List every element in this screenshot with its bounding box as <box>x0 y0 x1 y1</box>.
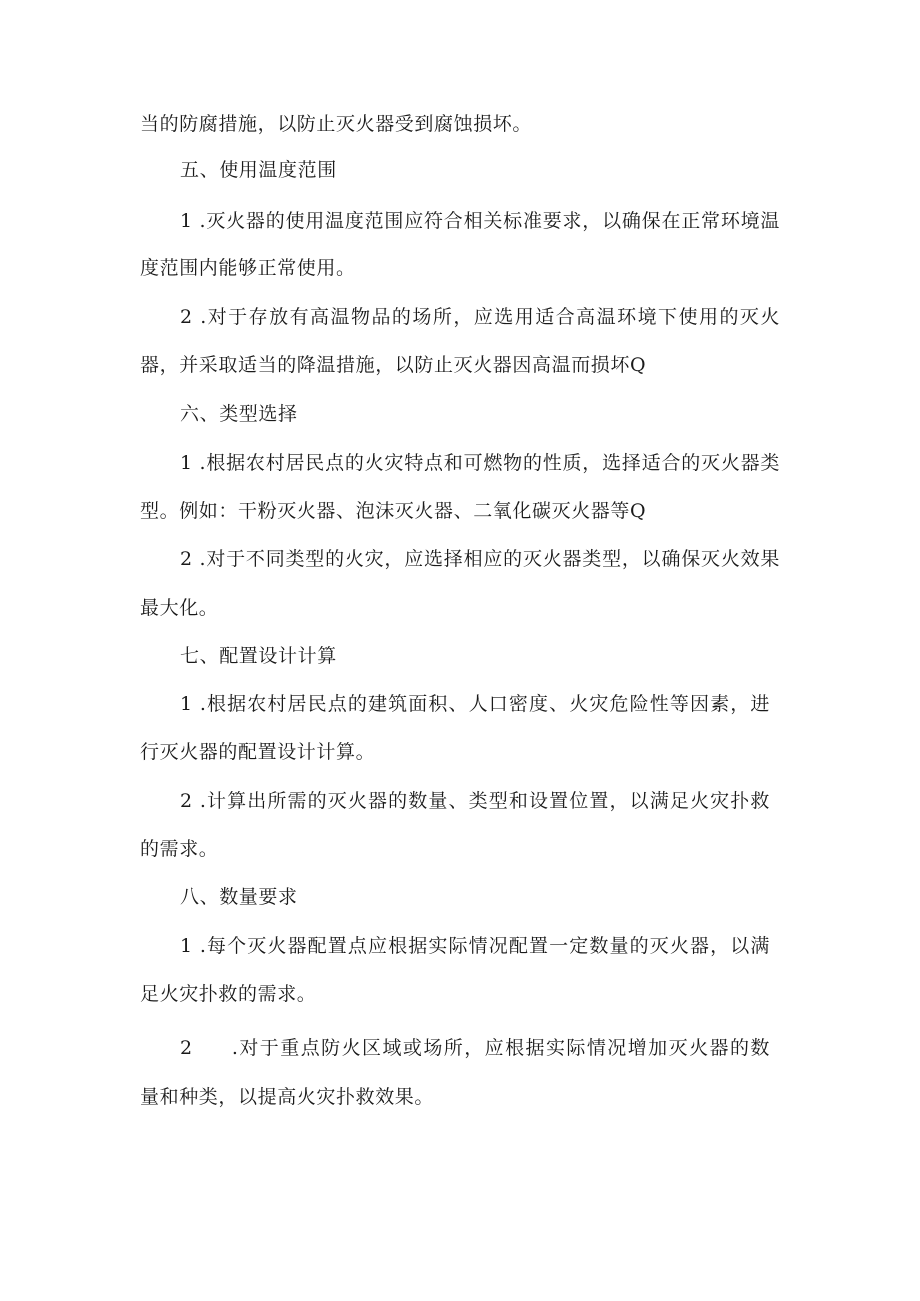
paragraph-line: 2 .对于存放有高温物品的场所，应选用适合高温环境下使用的灭火 <box>180 306 780 328</box>
section-heading-5: 五、使用温度范围 <box>180 159 337 181</box>
paragraph-line: 器，并采取适当的降温措施，以防止灭火器因高温而损坏Q <box>140 354 647 376</box>
paragraph-line: 1 .根据农村居民点的建筑面积、人口密度、火灾危险性等因素，进 <box>180 693 770 715</box>
paragraph-line: 2 .计算出所需的灭火器的数量、类型和设置位置，以满足火灾扑救 <box>180 790 770 812</box>
section-heading-6: 六、类型选择 <box>180 403 298 425</box>
paragraph-continuation: 当的防腐措施，以防止灭火器受到腐蚀损坏。 <box>140 113 533 135</box>
paragraph-line: 行灭火器的配置设计计算。 <box>140 741 376 763</box>
paragraph-line: 1 .根据农村居民点的火灾特点和可燃物的性质，选择适合的灭火器类 <box>180 452 780 474</box>
paragraph-line: 2 .对于重点防火区域或场所，应根据实际情况增加灭火器的数 <box>180 1037 770 1059</box>
paragraph-line: 量和种类，以提高火灾扑救效果。 <box>140 1086 435 1108</box>
paragraph-line: 度范围内能够正常使用。 <box>140 257 356 279</box>
paragraph-line: 1 .灭火器的使用温度范围应符合相关标准要求，以确保在正常环境温 <box>180 210 780 232</box>
paragraph-line: 2 .对于不同类型的火灾，应选择相应的灭火器类型，以确保灭火效果 <box>180 548 780 570</box>
paragraph-line: 最大化。 <box>140 597 219 619</box>
paragraph-line: 的需求。 <box>140 838 219 860</box>
paragraph-line: 足火灾扑救的需求。 <box>140 983 317 1005</box>
paragraph-line: 1 .每个灭火器配置点应根据实际情况配置一定数量的灭火器，以满 <box>180 935 770 957</box>
section-heading-7: 七、配置设计计算 <box>180 645 337 667</box>
section-heading-8: 八、数量要求 <box>180 886 298 908</box>
paragraph-line: 型。例如：干粉灭火器、泡沫灭火器、二氧化碳灭火器等Q <box>140 500 647 522</box>
